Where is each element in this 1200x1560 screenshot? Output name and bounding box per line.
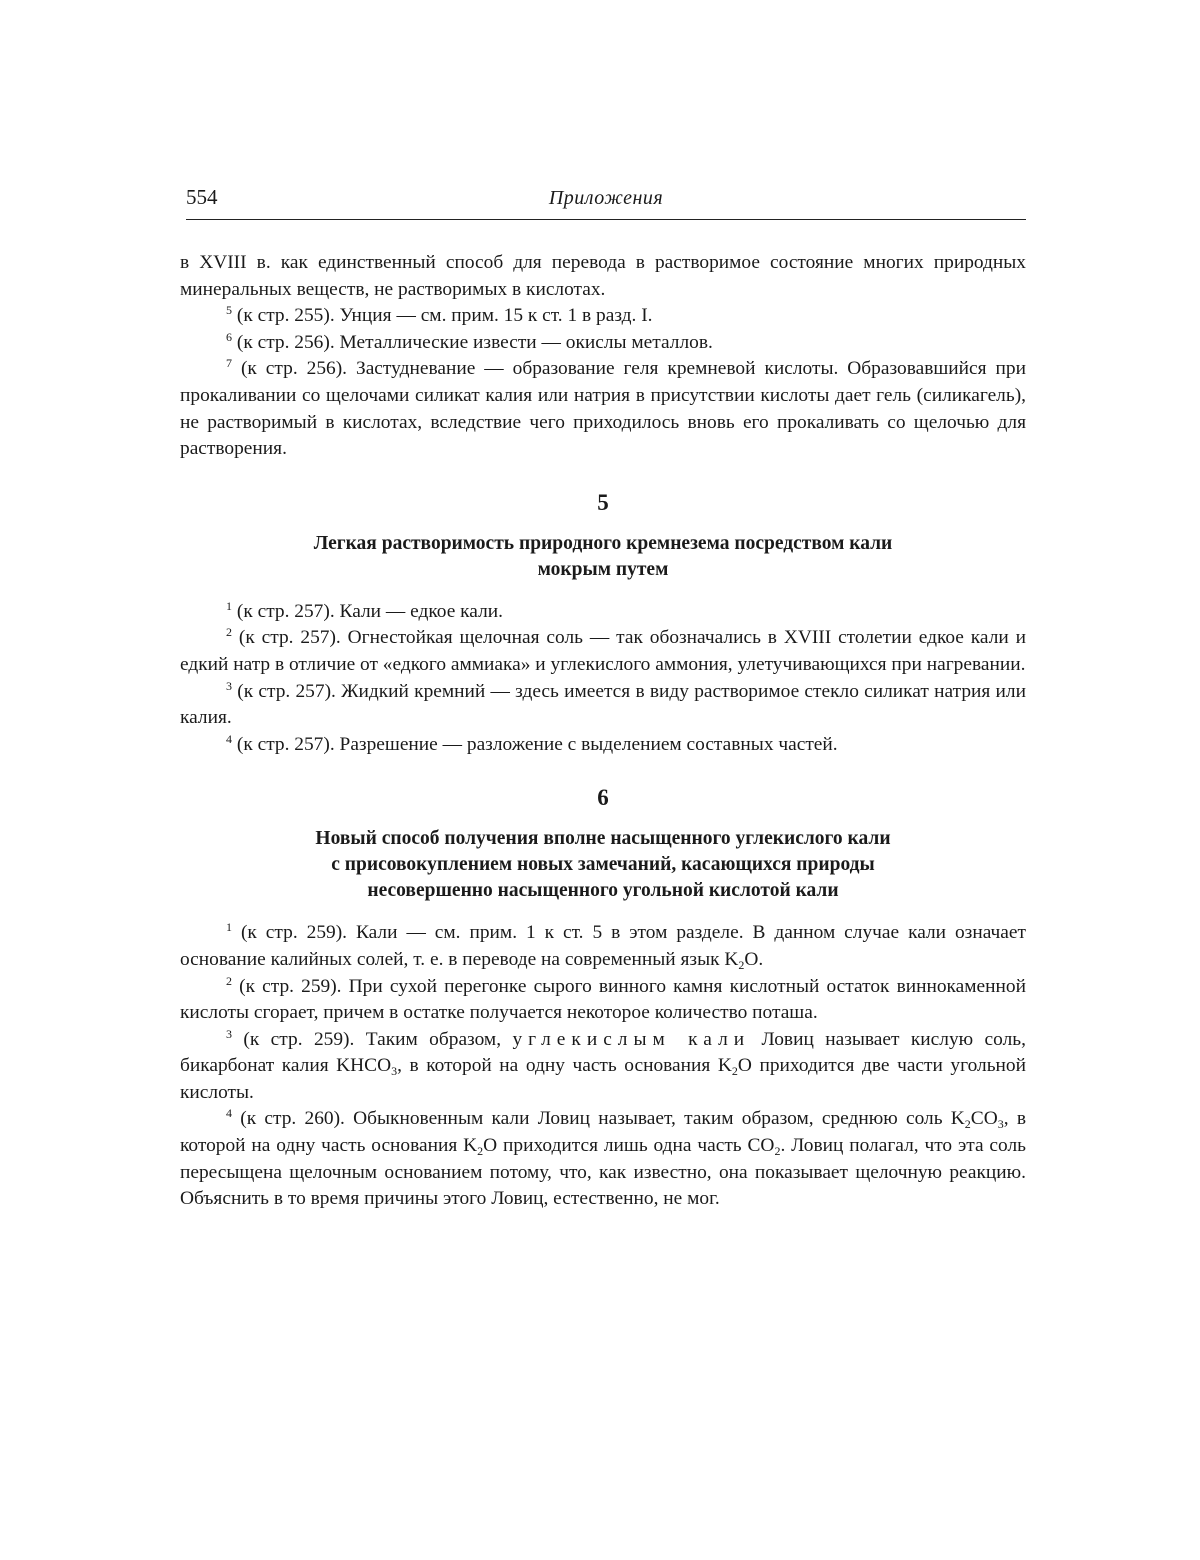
footnote <box>180 330 1026 357</box>
subscript: 2 <box>738 957 745 972</box>
section-title-line: Легкая растворимость природного кремнезема посредством кали <box>313 532 893 554</box>
subscript: 2 <box>477 1144 484 1159</box>
footnote-text: (к стр. 257). Кали — едкое кали. <box>236 600 503 622</box>
footnote-text: (к стр. 255). Унция — см. прим. 15 к ст. 1 в разд. I. <box>236 305 653 327</box>
footnote-marker: 4 <box>226 1106 232 1121</box>
footnote-text: (к стр. 257). Огнестойкая щелочная соль — так обозначались в XVIII столетии едкое кали и едкий натр в отличие от «едкого аммиака» и углекислого аммония, улетучивающихся при нагревании. <box>180 627 1026 675</box>
footnote-text: (к стр. 257). Жидкий кремний — здесь имеется в виду растворимое стекло силикат натрия или калия. <box>180 680 1026 729</box>
subscript: 2 <box>774 1144 781 1159</box>
footnote <box>180 1027 1026 1107</box>
footnote-text: O приходится лишь одна часть CO <box>483 1135 775 1157</box>
footnote <box>180 732 1026 759</box>
footnote-marker: 6 <box>226 329 232 344</box>
footnote-marker: 3 <box>226 1026 232 1041</box>
footnote-text: , в которой на одну часть основания K <box>397 1055 732 1077</box>
footnote-text: , в которой на одну часть основания K <box>180 1108 1026 1157</box>
footnote-text: . Ловиц полагал, что эта соль пересыщена щелочным основанием потому, что, как известно, она показывает щелочную реакцию. Объяснить в то время причины этого Ловиц, естественно, не мог. <box>180 1135 1026 1210</box>
section-title-line: Новый способ получения вполне насыщенного углекислого кали <box>315 828 891 850</box>
footnote-text: (к стр. 259). Кали — см. прим. 1 к ст. 5 в этом разделе. В данном случае кали означает основание калийных солей, т. е. в переводе на современный язык K <box>180 922 1026 970</box>
footnote <box>180 1106 1026 1212</box>
footnote-marker: 1 <box>226 598 232 613</box>
section-number: 5 <box>597 489 609 515</box>
subscript: 2 <box>964 1117 971 1132</box>
footnote <box>180 920 1026 973</box>
running-title: Приложения <box>548 187 664 209</box>
footnote <box>180 679 1026 732</box>
footnote-text: Ловиц называет кислую соль, бикарбонат калия KHCO <box>180 1028 1026 1077</box>
footnote <box>180 625 1026 678</box>
footnote <box>180 356 1026 462</box>
footnote-marker: 7 <box>226 356 232 371</box>
footnote-marker: 1 <box>226 920 232 935</box>
section-title-line: мокрым путем <box>537 558 669 580</box>
section-title-line: с присовокуплением новых замечаний, касающихся природы <box>331 854 875 876</box>
section-title-line: несовершенно насыщенного угольной кислотой кали <box>367 880 839 902</box>
footnote-text: (к стр. 259). Таким образом, <box>243 1028 502 1050</box>
page-number: 554 <box>186 185 218 209</box>
footnote <box>180 599 1026 626</box>
subscript: 2 <box>731 1064 738 1079</box>
page-header <box>186 183 1026 220</box>
footnote <box>180 974 1026 1027</box>
footnote-text: (к стр. 256). Застудневание — образование геля кремневой кислоты. Образовавшийся при прокаливании со щелочами силикат калия или натрия в присутствии кислоты дает гель (силикагель), не растворимый в кислотах, вследствие чего приходилось вновь его прокаливать со щелочью для растворения. <box>180 358 1026 460</box>
footnote-text: (к стр. 259). При сухой перегонке сырого винного камня кислотный остаток виннокаменной кислоты сгорает, причем в остатке получается некоторое количество поташа. <box>180 975 1026 1024</box>
footnote-text: CO <box>970 1108 998 1130</box>
footnote-marker: 5 <box>226 303 232 318</box>
footnote-text: (к стр. 256). Металлические извести — окислы металлов. <box>236 331 713 353</box>
footnote-text: O. <box>744 948 764 970</box>
section-title <box>233 826 973 904</box>
footnote <box>180 303 1026 330</box>
footnote-text: O приходится две части угольной кислоты. <box>180 1055 1027 1103</box>
footnote-text: (к стр. 257). Разрешение — разложение с выделением составных частей. <box>236 733 838 755</box>
section-number: 6 <box>597 785 609 811</box>
section-title <box>233 531 973 583</box>
footnote-marker: 2 <box>226 625 232 640</box>
footnote-marker: 2 <box>226 973 232 988</box>
footnote-marker: 3 <box>226 678 232 693</box>
footnote-text: (к стр. 260). Обыкновенным кали Ловиц называет, таким образом, среднюю соль K <box>240 1108 965 1130</box>
continued-paragraph: в XVIII в. как единственный способ для перевода в растворимое состояние многих природных минеральных веществ, не растворимых в кислотах. <box>180 252 1026 300</box>
page-body <box>180 250 1026 1213</box>
subscript: 3 <box>997 1117 1004 1132</box>
footnote-marker: 4 <box>226 731 232 746</box>
subscript: 3 <box>391 1064 398 1079</box>
spaced-emphasis: углекислым кали <box>512 1028 751 1050</box>
